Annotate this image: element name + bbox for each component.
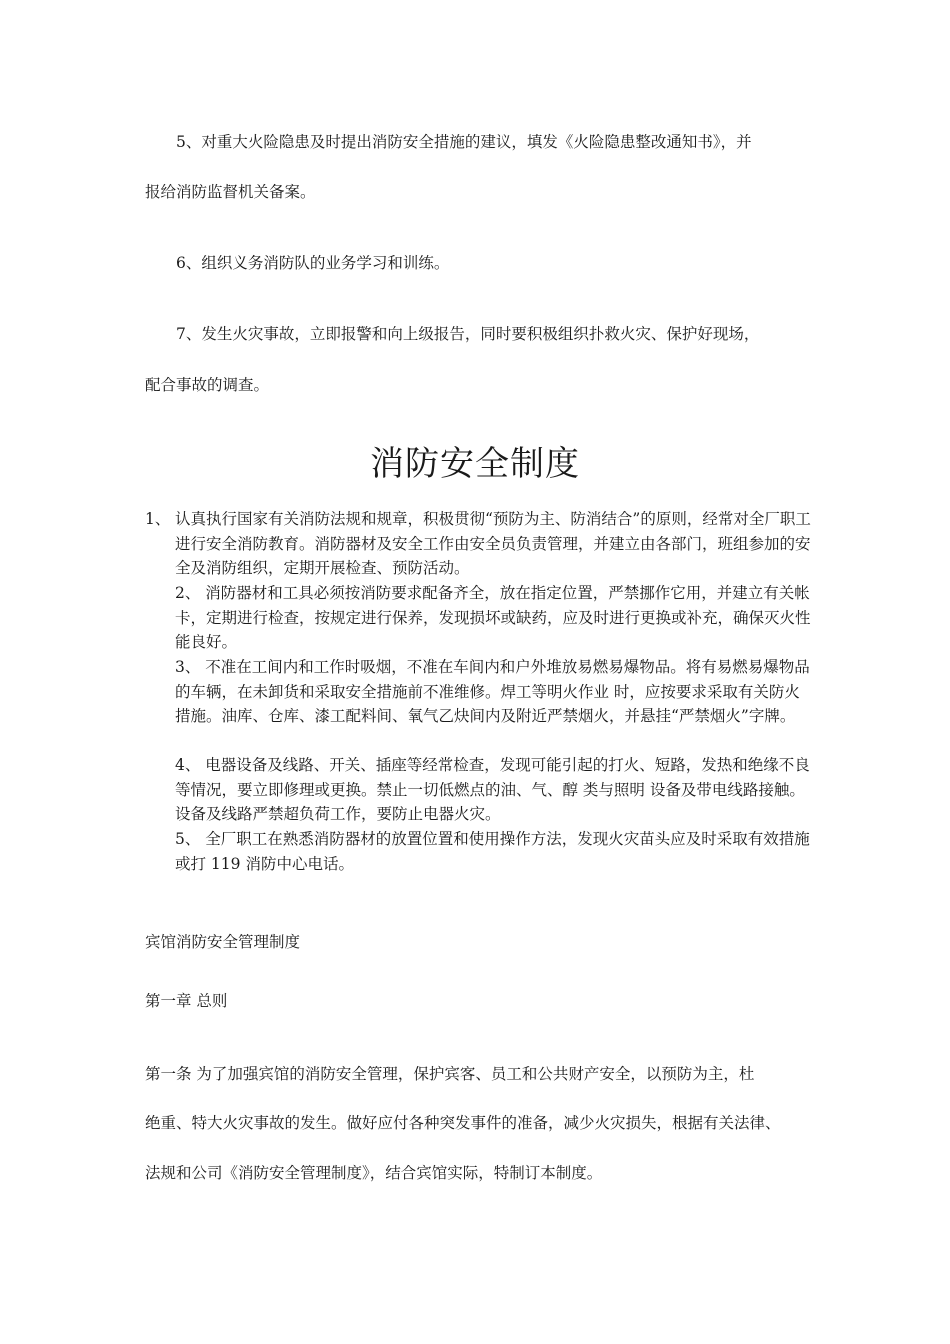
item-1-number: 1、 — [145, 510, 171, 528]
article-1-line-3: 法规和公司《消防安全管理制度》，结合宾馆实际，特制订本制度。 — [145, 1164, 603, 1182]
paragraph-7-line-1: 7、发生火灾事故，立即报警和向上级报告，同时要积极组织扑救火灾、保护好现场， — [176, 325, 760, 343]
rule-item-1: 认真执行国家有关消防法规和规章，积极贯彻“预防为主、防消结合”的原则，经常对全厂职工进行安全消防教育。消防器材及安全工作由安全员负责管理，并建立由各部门，班组参加的安全及消防组织，定期开展检查、预防活动。 — [175, 510, 811, 577]
paragraph-6: 6、组织义务消防队的业务学习和训练。 — [176, 254, 450, 272]
rule-item-5: 5、 全厂职工在熟悉消防器材的放置位置和使用操作方法，发现火灾苗头应及时采取有效措施或打 119 消防中心电话。 — [175, 830, 810, 873]
section-title: 消防安全制度 — [370, 444, 580, 484]
article-1-line-2: 绝重、特大火灾事故的发生。做好应付各种突发事件的准备，减少火灾损失，根据有关法律、 — [145, 1114, 781, 1132]
rule-item-3: 3、 不准在工间内和工作时吸烟，不准在车间内和户外堆放易燃易爆物品。将有易燃易爆物品的车辆，在未卸货和采取安全措施前不准维修。焊工等明火作业 时，应按要求采取有关防火措施。油库、仓库、漆工配料间、氧气乙炔间内及附近严禁烟火，并悬挂“严禁烟火”字牌。 — [175, 658, 810, 725]
paragraph-5-line-2: 报给消防监督机关备案。 — [145, 183, 316, 201]
chapter-heading: 第一章 总则 — [145, 992, 228, 1010]
rule-item-2: 2、 消防器材和工具必须按消防要求配备齐全，放在指定位置，严禁挪作它用，并建立有关帐卡，定期进行检查，按规定进行保养，发现损坏或缺药，应及时进行更换或补充，确保灭火性能良好。 — [175, 584, 811, 651]
article-1-line-1: 第一条 为了加强宾馆的消防安全管理，保护宾客、员工和公共财产安全，以预防为主，杜 — [145, 1065, 755, 1083]
hotel-heading: 宾馆消防安全管理制度 — [145, 933, 301, 951]
paragraph-5-line-1: 5、对重大火险隐患及时提出消防安全措施的建议，填发《火险隐患整改通知书》，并 — [176, 133, 752, 151]
paragraph-7-line-2: 配合事故的调查。 — [145, 376, 270, 394]
rule-item-4: 4、 电器设备及线路、开关、插座等经常检查，发现可能引起的打火、短路，发热和绝缘不良等情况，要立即修理或更换。禁止一切低燃点的油、气、醇 类与照明 设备及带电线路接触。设备及线路严禁超负荷工作，要防止电器火灾。 — [175, 756, 810, 823]
